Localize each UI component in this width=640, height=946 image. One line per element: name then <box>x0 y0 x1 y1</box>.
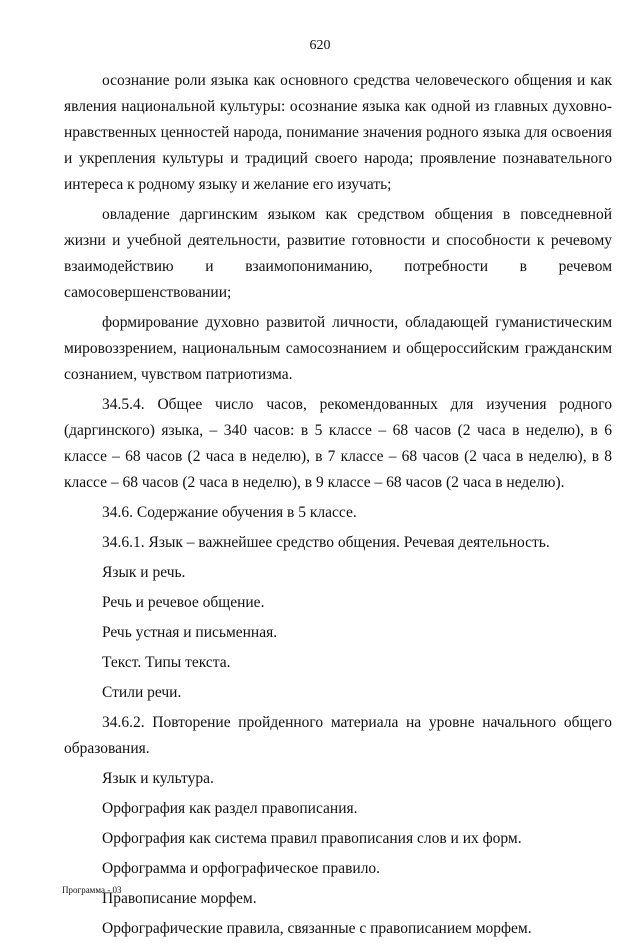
topic-item: Речь и речевое общение. <box>102 594 265 611</box>
footer-label: Программа - 03 <box>62 885 122 895</box>
topic-item: Язык и речь. <box>102 564 186 581</box>
topic-item: Текст. Типы текста. <box>102 654 231 671</box>
section-heading-34-6-1: 34.6.1. Язык – важнейшее средство общения. Речевая деятельность. <box>102 534 550 551</box>
topic-item: Орфограмма и орфографическое правило. <box>102 860 381 877</box>
paragraph-language-awareness: осознание роли языка как основного средства человеческого общения и как явления национальной культуры: осознание языка как одной из главных духовно-нравственных ценностей народа, понимание значения родного языка для освоения и укрепления культуры и традиций своего народа; проявление познавательного интереса к родному языку и желание его изучать; <box>64 72 612 193</box>
page-number: 620 <box>309 38 331 53</box>
section-heading-34-6: 34.6. Содержание обучения в 5 классе. <box>102 504 357 521</box>
topic-item: Речь устная и письменная. <box>102 624 278 641</box>
paragraph-dargin-mastery: овладение даргинским языком как средством общения в повседневной жизни и учебной деятельности, развитие готовности и способности к речевому взаимодействию и взаимопониманию, потребности в речевом самосовершенствовании; <box>64 206 612 301</box>
topic-item: Орфография как раздел правописания. <box>102 800 358 817</box>
paragraph-personality-formation: формирование духовно развитой личности, обладающей гуманистическим мировоззрением, национальным самосознанием и общероссийским гражданским сознанием, чувством патриотизма. <box>64 314 612 383</box>
topic-item: Орфографические правила, связанные с правописанием морфем. <box>102 920 532 937</box>
section-heading-34-6-2: 34.6.2. Повторение пройденного материала на уровне начального общего образования. <box>64 714 612 757</box>
topic-item: Правописание морфем. <box>102 890 257 907</box>
topic-item: Орфография как система правил правописания слов и их форм. <box>102 830 522 847</box>
document-body <box>64 68 612 946</box>
topic-item: Стили речи. <box>102 684 182 701</box>
paragraph-hours-34-5-4: 34.5.4. Общее число часов, рекомендованных для изучения родного (даргинского) языка, – 340 часов: в 5 классе – 68 часов (2 часа в неделю), в 6 классе – 68 часов (2 часа в неделю), в 7 классе – 68 часов (2 часа в неделю), в 8 классе – 68 часов (2 часа в неделю), в 9 классе – 68 часов (2 часа в неделю). <box>64 396 612 491</box>
topic-item: Язык и культура. <box>102 770 214 787</box>
